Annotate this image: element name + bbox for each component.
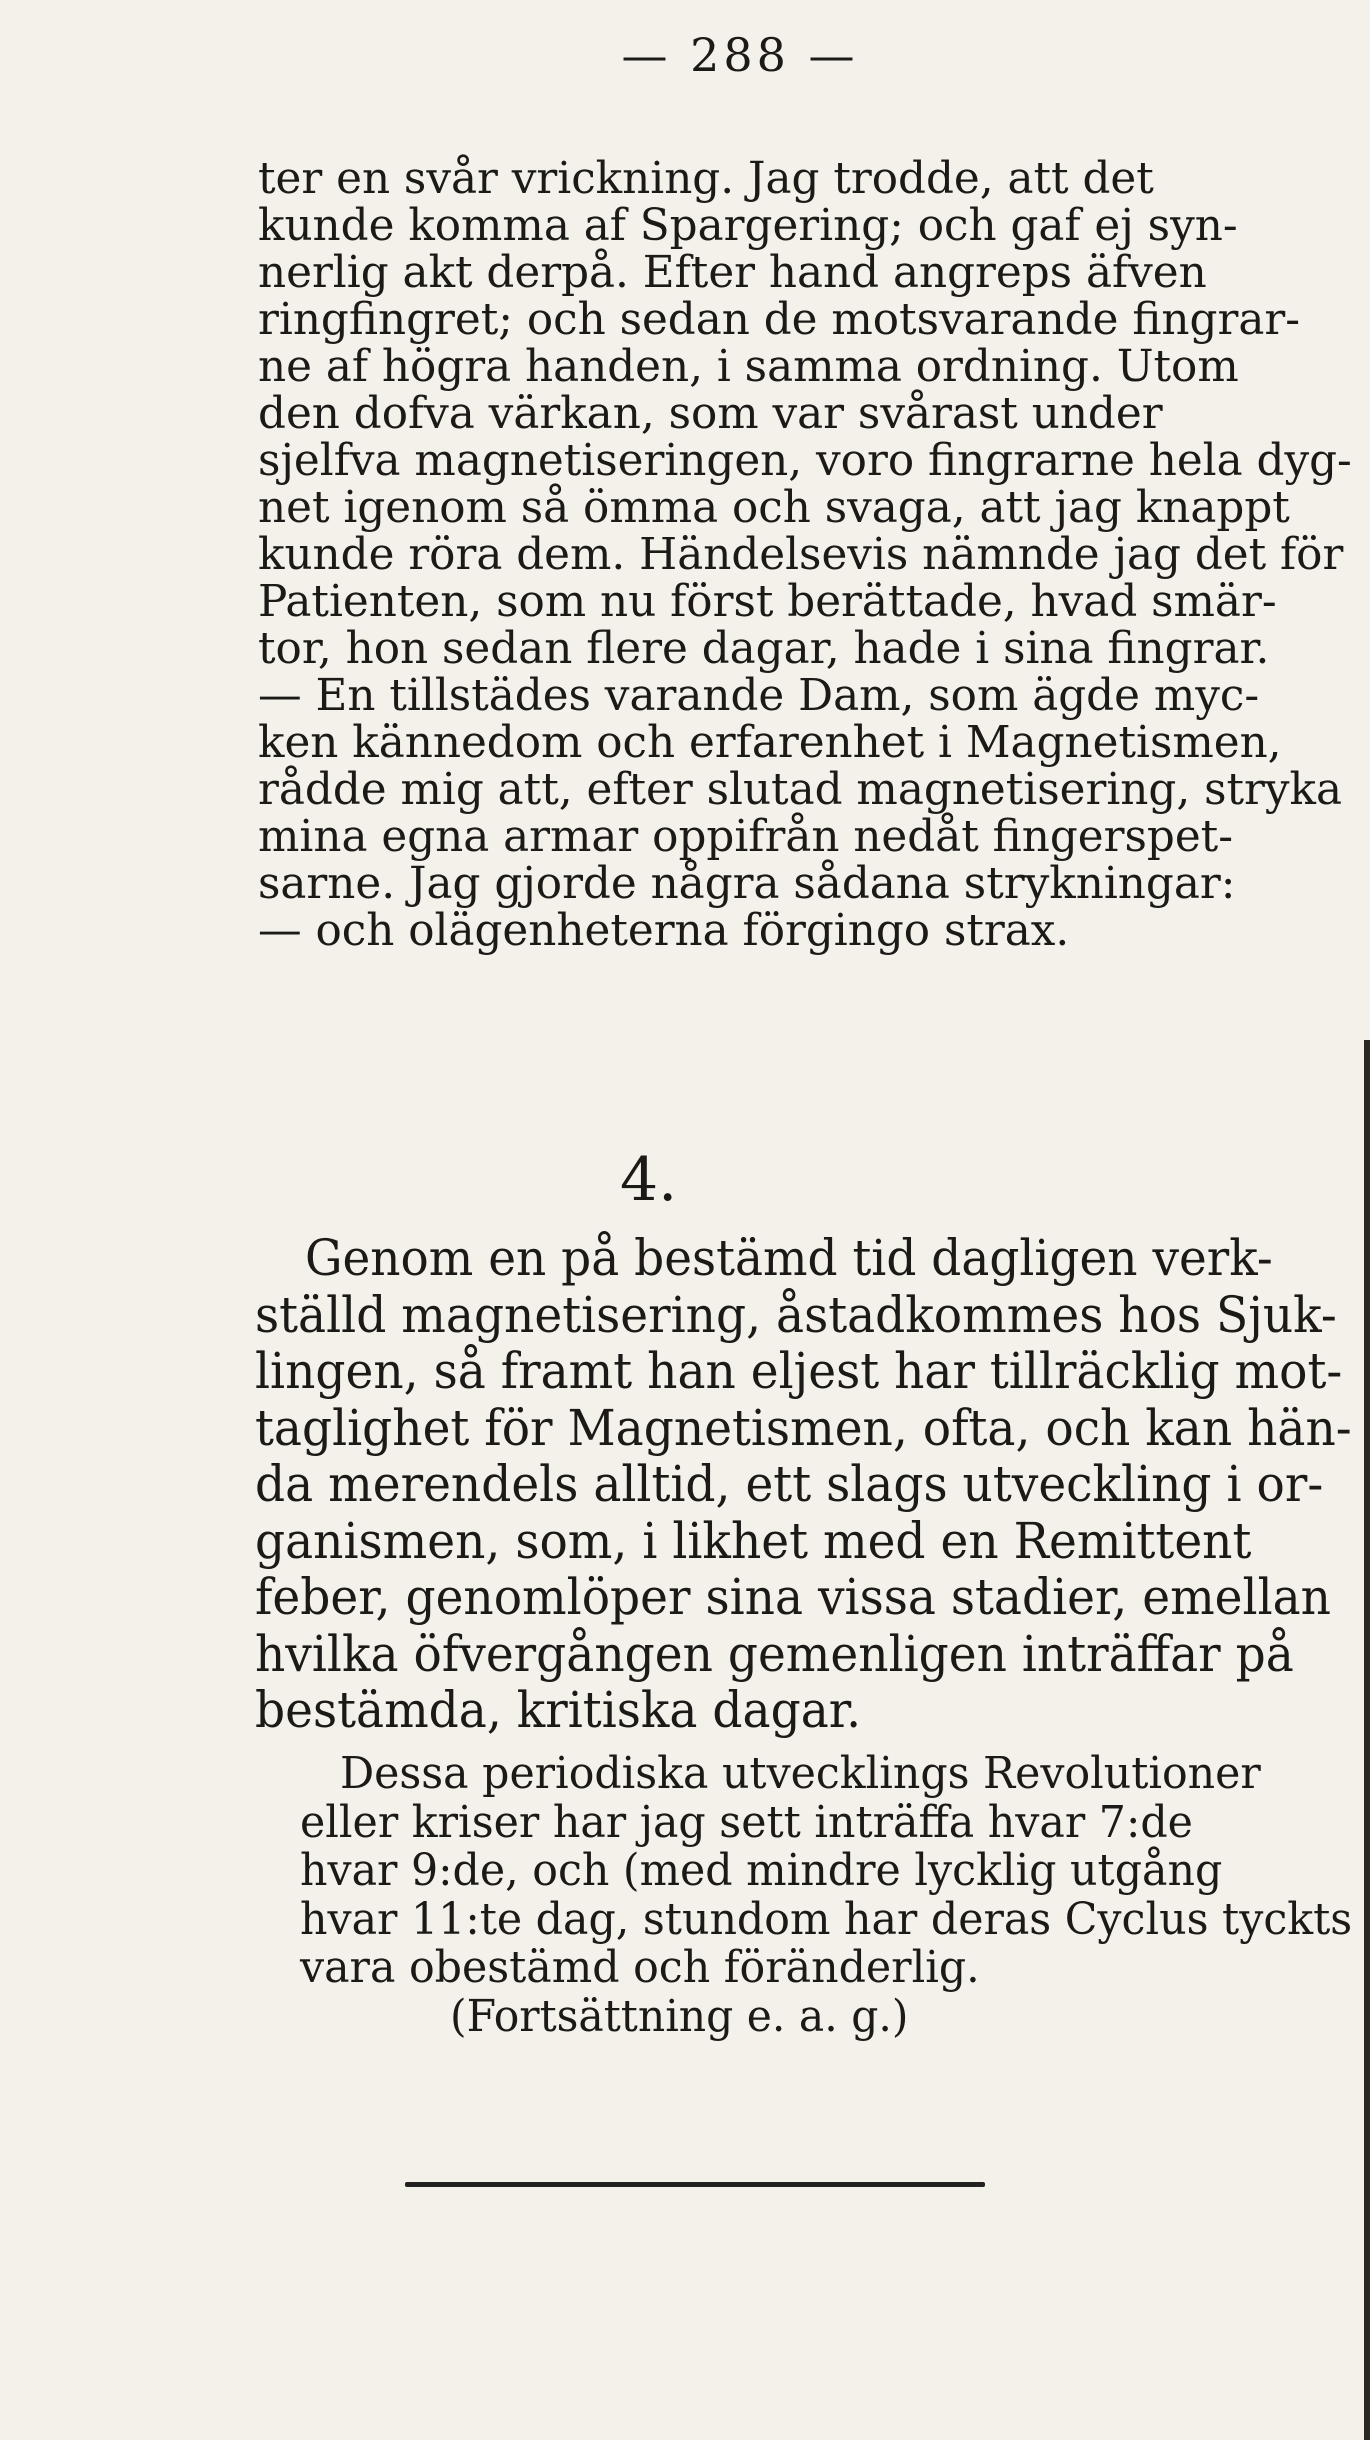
text-line: ken kännedom och erfarenhet i Magnetismen, (258, 717, 1282, 768)
text-line: da merendels alltid, ett slags utveckling i or- (255, 1455, 1324, 1513)
text-line: feber, genomlöper sina vissa stadier, emellan (255, 1568, 1331, 1626)
text-line: rådde mig att, efter slutad magnetisering, stryka (258, 764, 1343, 815)
text-line: Patienten, som nu först berättade, hvad smär- (258, 576, 1277, 627)
paragraph-3 (300, 1750, 1370, 2041)
text-line: hvilka öfvergången gemenligen inträffar på (255, 1624, 1294, 1683)
page-number: — 288 — (621, 28, 859, 82)
text-line: ne af högra handen, i samma ordning. Utom (258, 341, 1239, 392)
paragraph-2 (255, 1230, 1370, 1739)
text-line: sarne. Jag gjorde några sådana strykningar: (258, 858, 1236, 909)
text-line: net igenom så ömma och svaga, att jag knappt (258, 482, 1290, 533)
text-line: mina egna armar oppifrån nedåt fingerspet- (258, 811, 1233, 862)
text-line: hvar 9:de, och (med mindre lycklig utgång (300, 1845, 1223, 1896)
text-line: Genom en på bestämd tid dagligen verk- (305, 1229, 1273, 1287)
text-line: ställd magnetisering, åstadkommes hos Sjuk- (255, 1285, 1337, 1344)
text-line: kunde komma af Spargering; och gaf ej syn- (258, 200, 1238, 251)
text-line: den dofva värkan, som var svårast under (258, 388, 1163, 439)
text-line: vara obestämd och föränderlig. (300, 1942, 980, 1993)
text-line: ganismen, som, i likhet med en Remittent (255, 1511, 1252, 1570)
paragraph-1 (258, 155, 1361, 954)
closing-rule (405, 2182, 985, 2187)
text-line: lingen, så framt han eljest har tillräcklig mot- (255, 1342, 1343, 1400)
text-line: ter en svår vrickning. Jag trodde, att det (258, 153, 1154, 204)
page-edge (1364, 1040, 1370, 2440)
text-line: bestämda, kritiska dagar. (255, 1681, 862, 1739)
text-line: nerlig akt derpå. Efter hand angreps äfven (258, 247, 1207, 298)
text-line: sjelfva magnetiseringen, voro fingrarne hela dyg- (258, 435, 1352, 486)
text-line: Dessa periodiska utvecklings Revolutioner (340, 1748, 1261, 1799)
text-line: tor, hon sedan flere dagar, hade i sina fingrar. (258, 623, 1270, 674)
text-line: (Fortsättning e. a. g.) (450, 1990, 909, 2042)
text-line: — och olägenheterna förgingo strax. (258, 905, 1070, 956)
text-line: hvar 11:te dag, stundom har deras Cyclus tyckts (300, 1893, 1353, 1945)
text-line: taglighet för Magnetismen, ofta, och kan hän- (255, 1398, 1352, 1457)
text-line: ringfingret; och sedan de motsvarande fingrar- (258, 294, 1301, 345)
section-number: 4. (620, 1145, 678, 1215)
text-line: — En tillstädes varande Dam, som ägde myc- (258, 670, 1260, 721)
text-line: eller kriser har jag sett inträffa hvar 7:de (300, 1796, 1193, 1848)
text-line: kunde röra dem. Händelsevis nämnde jag det för (258, 529, 1344, 580)
